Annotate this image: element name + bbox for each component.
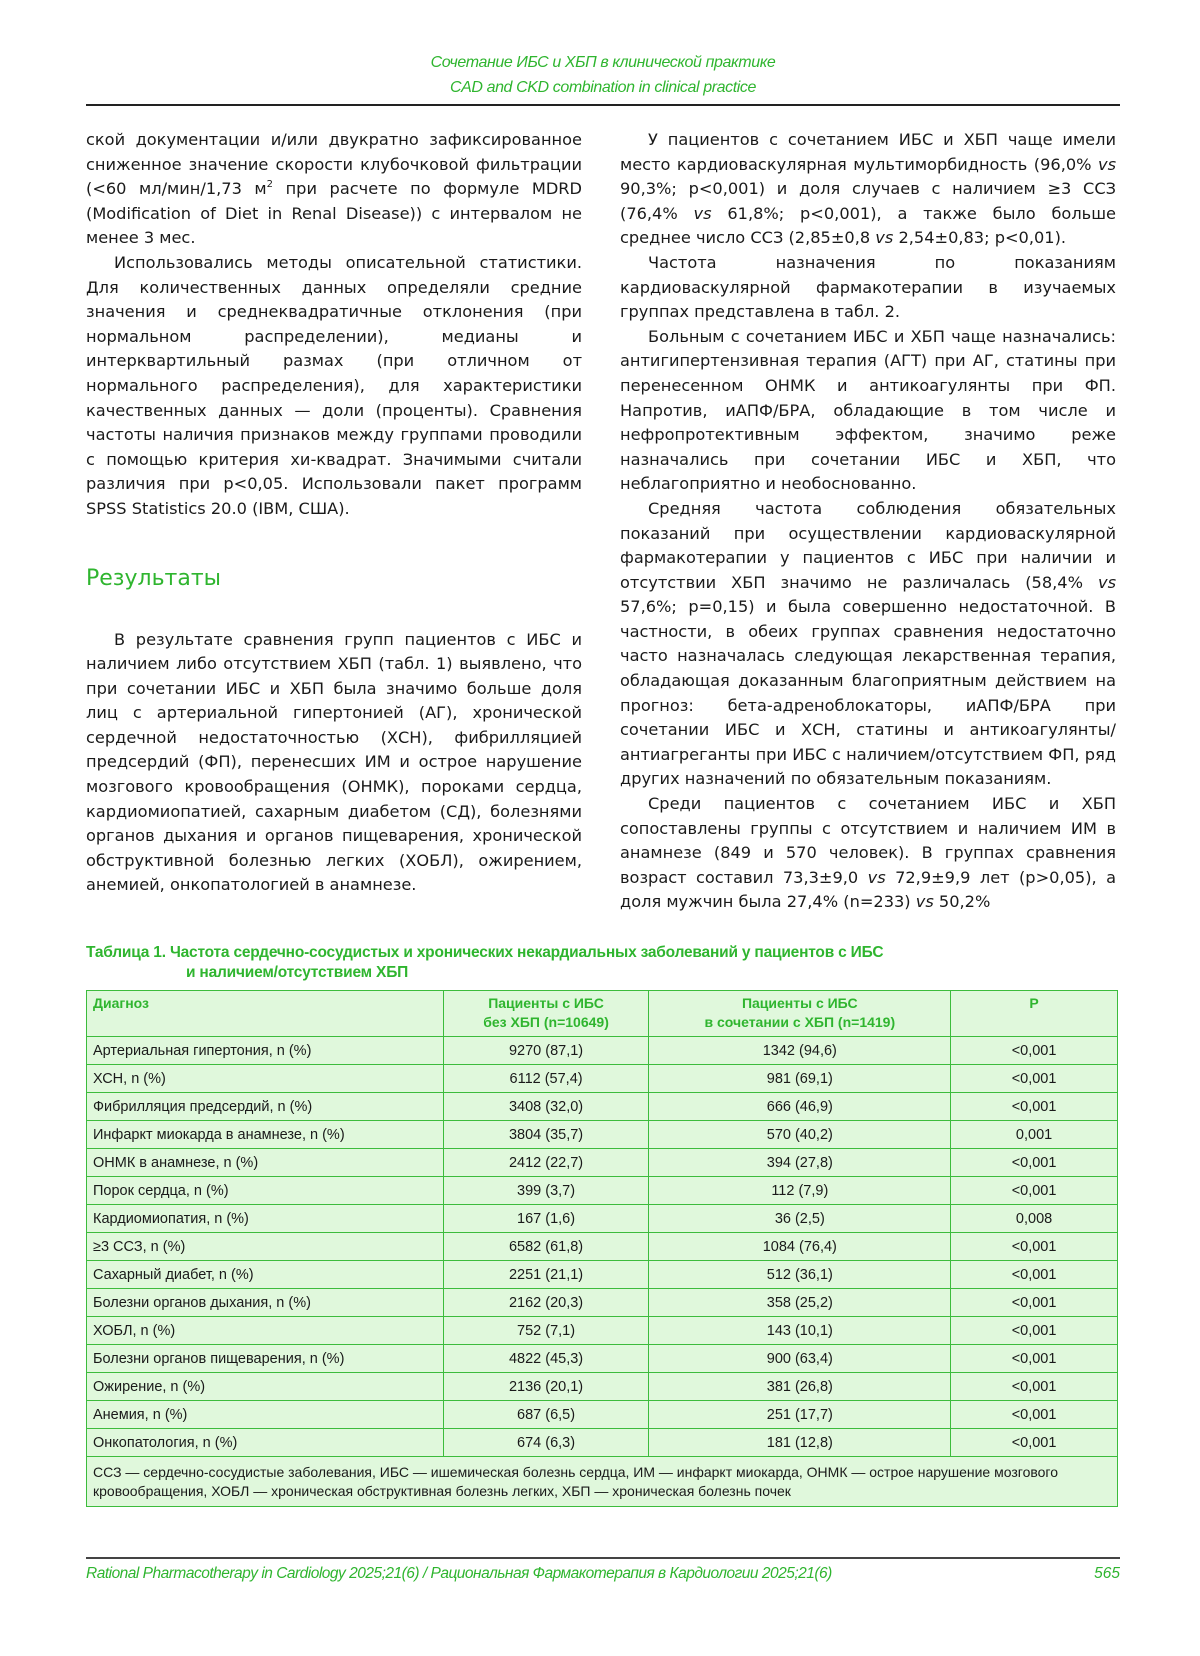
cell-with-ckd: 666 (46,9)	[649, 1093, 951, 1121]
cell-with-ckd: 1084 (76,4)	[649, 1233, 951, 1261]
cell-diagnosis: Инфаркт миокарда в анамнезе, n (%)	[87, 1121, 444, 1149]
cell-diagnosis: Онкопатология, n (%)	[87, 1429, 444, 1457]
paragraph-multimorbidity: У пациентов с сочетанием ИБС и ХБП чаще имели место кардиоваскулярная мультиморбидность (96,0% vs 90,3%; p<0,001) и доля случаев с наличием ≥3 ССЗ (76,4% vs 61,8%; p<0,001), а также было больше среднее число ССЗ (2,85±0,8 vs 2,54±0,83; p<0,01).	[620, 130, 1116, 248]
paragraph-results: В результате сравнения групп пациентов с ИБС и наличием либо отсутствием ХБП (табл. 1) выявлено, что при сочетании ИБС и ХБП была значимо больше доля лиц с артериальной гипертонией (АГ), хронической сердечной недостаточностью (ХСН), фибрилляцией предсердий (ФП), перенесших ИМ и острое нарушение мозгового кровообращения (ОНМК), пороками сердца, кардиомиопатией, сахарным диабетом (СД), болезнями органов дыхания и органов пищеварения, хронической обструктивной болезнью легких (ХОБЛ), ожирением, анемией, онкопатологией в анамнезе.	[86, 629, 582, 895]
table-header-row	[87, 991, 1118, 1037]
cell-without-ckd: 2136 (20,1)	[443, 1373, 649, 1401]
table-row	[87, 1205, 1118, 1233]
top-divider	[86, 104, 1120, 106]
cell-without-ckd: 2412 (22,7)	[443, 1149, 649, 1177]
cell-p-value: <0,001	[951, 1401, 1118, 1429]
cell-p-value: 0,001	[951, 1121, 1118, 1149]
cell-without-ckd: 6582 (61,8)	[443, 1233, 649, 1261]
footer-journal: Rational Pharmacotherapy in Cardiology 2025;21(6) / Рациональная Фармакотерапия в Кардиологии 2025;21(6)	[86, 1565, 832, 1582]
cell-p-value: <0,001	[951, 1429, 1118, 1457]
table-note-row	[87, 1457, 1118, 1507]
cell-with-ckd: 1342 (94,6)	[649, 1037, 951, 1065]
cell-without-ckd: 752 (7,1)	[443, 1317, 649, 1345]
cell-without-ckd: 6112 (57,4)	[443, 1065, 649, 1093]
paragraph-statistics: Использовались методы описательной статистики. Для количественных данных определяли средние значения и среднеквадратичные отклонения (при нормальном распределении), медианы и интерквартильный размах (при отличном от нормального распределения), для характеристики качественных данных — доли (проценты). Сравнения частоты наличия признаков между группами проводили с помощью критерия хи-квадрат. Значимыми считали различия при p<0,05. Использовали пакет программ SPSS Statistics 20.0 (IBM, США).	[86, 252, 582, 518]
cell-p-value: <0,001	[951, 1233, 1118, 1261]
table-row	[87, 1429, 1118, 1457]
paragraph-adherence: Средняя частота соблюдения обязательных показаний при осуществлении кардиоваскулярной фармакотерапии у пациентов с ИБС при наличии и отсутствии ХБП значимо не различалась (58,4% vs 57,6%; p=0,15) и была совершенно недостаточной. В частности, в обеих группах сравнения недостаточно часто назначалась следующая лекарственная терапия, обладающая доказанным благоприятным действием на прогноз: бета-адреноблокаторы, иАПФ/БРА при сочетании ИБС и ХСН, статины и антикоагулянты/антиагреганты при ИБС с наличием/отсутствием ФП, ряд других назначений по обязательным показаниям.	[620, 498, 1116, 789]
table-row	[87, 1317, 1118, 1345]
cell-p-value: <0,001	[951, 1037, 1118, 1065]
table-row	[87, 1121, 1118, 1149]
right-column	[620, 128, 1116, 915]
cell-with-ckd: 143 (10,1)	[649, 1317, 951, 1345]
table-row	[87, 1093, 1118, 1121]
table-row	[87, 1065, 1118, 1093]
header-diagnosis: Диагноз	[87, 991, 444, 1037]
cell-diagnosis: Артериальная гипертония, n (%)	[87, 1037, 444, 1065]
cell-without-ckd: 4822 (45,3)	[443, 1345, 649, 1373]
cell-with-ckd: 394 (27,8)	[649, 1149, 951, 1177]
cell-diagnosis: Фибрилляция предсердий, n (%)	[87, 1093, 444, 1121]
cell-with-ckd: 981 (69,1)	[649, 1065, 951, 1093]
cell-with-ckd: 181 (12,8)	[649, 1429, 951, 1457]
cell-with-ckd: 112 (7,9)	[649, 1177, 951, 1205]
paragraph-table2-ref: Частота назначения по показаниям кардиоваскулярной фармакотерапии в изучаемых группах представлена в табл. 2.	[620, 252, 1116, 322]
cell-diagnosis: ОНМК в анамнезе, n (%)	[87, 1149, 444, 1177]
cell-p-value: <0,001	[951, 1149, 1118, 1177]
running-head	[86, 50, 1120, 100]
table-row	[87, 1401, 1118, 1429]
cell-p-value: <0,001	[951, 1261, 1118, 1289]
cell-without-ckd: 687 (6,5)	[443, 1401, 649, 1429]
section-heading-results: Результаты	[86, 565, 222, 591]
cell-diagnosis: Анемия, n (%)	[87, 1401, 444, 1429]
bottom-divider	[86, 1557, 1120, 1559]
cell-p-value: <0,001	[951, 1317, 1118, 1345]
cell-p-value: <0,001	[951, 1373, 1118, 1401]
cell-with-ckd: 36 (2,5)	[649, 1205, 951, 1233]
table-row	[87, 1373, 1118, 1401]
cell-with-ckd: 900 (63,4)	[649, 1345, 951, 1373]
cell-p-value: 0,008	[951, 1205, 1118, 1233]
cell-with-ckd: 381 (26,8)	[649, 1373, 951, 1401]
cell-diagnosis: Сахарный диабет, n (%)	[87, 1261, 444, 1289]
paragraph-mi-subgroups: Среди пациентов с сочетанием ИБС и ХБП сопоставлены группы с отсутствием и наличием ИМ в анамнезе (849 и 570 человек). В группах сравнения возраст составил 73,3±9,0 vs 72,9±9,9 лет (p>0,05), а доля мужчин была 27,4% (n=233) vs 50,2%	[620, 794, 1116, 912]
cell-with-ckd: 358 (25,2)	[649, 1289, 951, 1317]
paragraph-prescriptions: Больным с сочетанием ИБС и ХБП чаще назначались: антигипертензивная терапия (АГТ) при АГ, статины при перенесенном ОНМК и антикоагулянты при ФП. Напротив, иАПФ/БРА, обладающие в том числе и нефропротективным эффектом, значимо реже назначались при сочетании ИБС и ХБП, что неблагоприятно и необоснованно.	[620, 326, 1116, 494]
cell-diagnosis: Кардиомиопатия, n (%)	[87, 1205, 444, 1233]
left-column	[86, 128, 582, 898]
paragraph: ской документации и/или двукратно зафиксированное сниженное значение скорости клубочковой фильтрации (<60 мл/мин/1,73 $м^2$ при расчете по формуле MDRD (Modification of Diet in Renal Disease)) с интервалом не менее 3 мес.	[86, 130, 582, 248]
cell-without-ckd: 2162 (20,3)	[443, 1289, 649, 1317]
table-row	[87, 1345, 1118, 1373]
cell-without-ckd: 3408 (32,0)	[443, 1093, 649, 1121]
table-caption: Таблица 1. Частота сердечно-сосудистых и хронических некардиальных заболеваний у пациентов с ИБС и наличием/отсутствием ХБП	[86, 944, 884, 981]
cell-diagnosis: Болезни органов пищеварения, n (%)	[87, 1345, 444, 1373]
table-row	[87, 1233, 1118, 1261]
running-head-en: CAD and CKD combination in clinical practice	[449, 79, 757, 96]
cell-with-ckd: 251 (17,7)	[649, 1401, 951, 1429]
cell-with-ckd: 570 (40,2)	[649, 1121, 951, 1149]
page-number: 565	[1094, 1565, 1120, 1582]
cell-diagnosis: ≥3 ССЗ, n (%)	[87, 1233, 444, 1261]
cell-without-ckd: 674 (6,3)	[443, 1429, 649, 1457]
cell-p-value: <0,001	[951, 1177, 1118, 1205]
table-1	[86, 990, 1118, 1507]
cell-diagnosis: ХОБЛ, n (%)	[87, 1317, 444, 1345]
table-row	[87, 1177, 1118, 1205]
table-row	[87, 1289, 1118, 1317]
cell-without-ckd: 167 (1,6)	[443, 1205, 649, 1233]
cell-diagnosis: Ожирение, n (%)	[87, 1373, 444, 1401]
cell-without-ckd: 9270 (87,1)	[443, 1037, 649, 1065]
cell-p-value: <0,001	[951, 1093, 1118, 1121]
cell-p-value: <0,001	[951, 1289, 1118, 1317]
table-row	[87, 1149, 1118, 1177]
cell-without-ckd: 399 (3,7)	[443, 1177, 649, 1205]
table-row	[87, 1261, 1118, 1289]
table-row	[87, 1037, 1118, 1065]
cell-p-value: <0,001	[951, 1345, 1118, 1373]
cell-without-ckd: 3804 (35,7)	[443, 1121, 649, 1149]
cell-diagnosis: Болезни органов дыхания, n (%)	[87, 1289, 444, 1317]
header-group-with-ckd: Пациенты с ИБС в сочетании с ХБП (n=1419)	[649, 991, 951, 1037]
running-head-ru: Сочетание ИБС и ХБП в клинической практике	[430, 54, 776, 71]
cell-diagnosis: Порок сердца, n (%)	[87, 1177, 444, 1205]
cell-without-ckd: 2251 (21,1)	[443, 1261, 649, 1289]
cell-diagnosis: ХСН, n (%)	[87, 1065, 444, 1093]
header-group-without-ckd: Пациенты с ИБС без ХБП (n=10649)	[443, 991, 649, 1037]
cell-p-value: <0,001	[951, 1065, 1118, 1093]
cell-with-ckd: 512 (36,1)	[649, 1261, 951, 1289]
table-note: ССЗ — сердечно-сосудистые заболевания, ИБС — ишемическая болезнь сердца, ИМ — инфаркт миокарда, ОНМК — острое нарушение мозгового кровообращения, ХОБЛ — хроническая обструктивная болезнь легких, ХБП — хроническая болезнь почек	[87, 1457, 1118, 1507]
header-p: P	[951, 991, 1118, 1037]
